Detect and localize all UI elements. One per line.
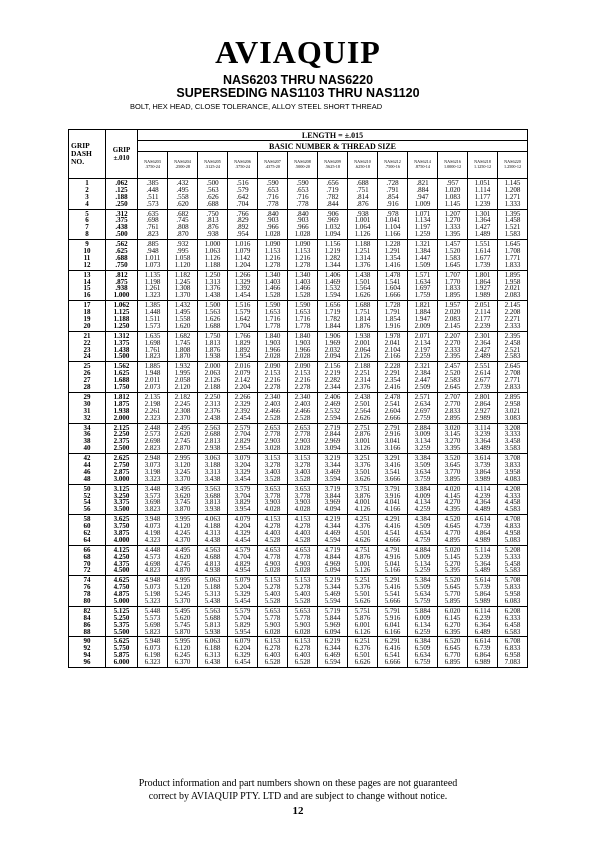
length-value-cell: 5.791 5.916 6.041 6.166 [378,606,408,637]
length-value-cell: 1.340 1.403 1.466 1.528 [258,270,288,301]
header-length: LENGTH = ±.015 [138,130,528,141]
length-value-cell: 4.614 4.739 4.864 4.989 [468,515,498,546]
length-value-cell: 5.495 5.620 5.745 5.870 [168,606,198,637]
length-value-cell: 1.645 1.708 1.771 1.833 [498,240,528,271]
length-value-cell: 1.457 1.520 1.583 1.645 [438,240,468,271]
length-value-cell: .656 .719 .782 .844 [318,179,348,210]
length-value-cell: 1.406 1.469 1.532 1.594 [318,270,348,301]
length-value-cell: 2.395 2.458 2.521 2.583 [498,331,528,362]
length-value-cell: 1.207 1.270 1.333 1.395 [438,209,468,240]
table-row [69,270,528,301]
length-value-cell: 3.153 3.278 3.403 3.528 [288,454,318,485]
length-value-cell: 2.406 2.469 2.532 2.594 [318,392,348,423]
length-value-cell: 2.645 2.708 2.771 2.833 [498,362,528,393]
length-value-cell: 1.016 1.079 1.142 1.204 [228,240,258,271]
header-nas-column: NAS6214 .8750-14 [408,152,438,179]
dash-number-cell: 74 76 78 80 [69,576,106,607]
length-value-cell: 3.495 3.620 3.745 3.870 [168,484,198,515]
length-value-cell: 4.219 4.344 4.469 4.594 [318,515,348,546]
length-value-cell: 2.156 2.219 2.282 2.344 [318,362,348,393]
length-value-cell: 2.563 2.688 2.813 2.938 [198,423,228,454]
length-value-cell: 5.563 5.688 5.813 5.938 [198,606,228,637]
length-value-cell: 6.063 6.188 6.313 6.438 [198,637,228,668]
brand-logo [0,34,596,71]
length-value-cell: 2.719 2.844 2.969 3.094 [318,423,348,454]
header-nas-column: NAS6207 .4375-20 [258,152,288,179]
grip-length-table [68,129,528,668]
dash-number-cell: 25 26 27 28 [69,362,106,393]
length-value-cell: 2.653 2.778 2.903 3.028 [288,423,318,454]
length-value-cell: 4.579 4.704 4.829 4.954 [228,545,258,576]
length-value-cell: 3.948 4.073 4.198 4.323 [138,515,168,546]
length-value-cell: 3.291 3.416 3.541 3.666 [378,454,408,485]
length-value-cell: 1.906 1.969 2.032 2.094 [318,331,348,362]
length-value-cell: .840 .903 .966 1.028 [288,209,318,240]
table-row [69,179,528,210]
length-value-cell: 3.251 3.376 3.501 3.626 [348,454,378,485]
footer-disclaimer-line-2: correct by AVIAQUIP PTY. LTD and are subject to change without notice. [148,791,448,802]
length-value-cell: 4.153 4.278 4.403 4.528 [258,515,288,546]
length-value-cell: 5.614 5.739 5.864 5.989 [468,576,498,607]
header-nas-column: NAS6210 .6250-18 [348,152,378,179]
length-value-cell: 2.207 2.270 2.333 2.395 [438,331,468,362]
dash-number-cell: 58 60 62 64 [69,515,106,546]
grip-value-cell: .562 .625 .688 .750 [106,240,138,271]
length-value-cell: 1.090 1.153 1.216 1.278 [258,240,288,271]
length-value-cell: 1.135 1.198 1.261 1.323 [138,270,168,301]
length-value-cell: .906 .969 1.032 1.094 [318,209,348,240]
table-row [69,392,528,423]
length-value-cell: 1.090 1.153 1.216 1.278 [288,240,318,271]
header-grip-dash: GRIP DASH NO. [69,130,106,179]
length-value-cell: 2.751 2.876 3.001 3.126 [348,423,378,454]
header-nas-column: NAS6208 .5000-20 [288,152,318,179]
length-value-cell: 1.321 1.384 1.447 1.509 [408,240,438,271]
length-value-cell: 2.188 2.251 2.314 2.376 [348,362,378,393]
length-value-cell: 6.020 6.145 6.270 6.395 [438,606,468,637]
length-value-cell: 3.079 3.204 3.329 3.454 [228,454,258,485]
length-value-cell: 1.051 1.114 1.177 1.239 [468,179,498,210]
length-value-cell: 4.291 4.416 4.541 4.666 [378,515,408,546]
dash-number-cell: 50 52 54 56 [69,484,106,515]
page-number: 12 [292,805,304,817]
logo-text: AVIAQUIP [215,34,381,70]
length-value-cell: 2.090 2.153 2.216 2.278 [258,362,288,393]
length-value-cell: 4.884 5.009 5.134 5.259 [408,545,438,576]
length-value-cell: 5.579 5.704 5.829 5.954 [228,606,258,637]
length-value-cell: 2.250 2.313 2.376 2.438 [198,392,228,423]
length-value-cell: 3.020 3.145 3.270 3.395 [438,423,468,454]
length-value-cell: 3.384 3.509 3.634 3.759 [408,454,438,485]
table-row [69,515,528,546]
grip-value-cell: .312 .375 .438 .500 [106,209,138,240]
length-value-cell: 5.653 5.778 5.903 6.028 [288,606,318,637]
table-row [69,423,528,454]
length-value-cell: 2.135 2.198 2.261 2.323 [138,392,168,423]
title-line-2: SUPERSEDING NAS1103 THRU NAS1120 [176,86,420,100]
length-value-cell: 2.228 2.291 2.354 2.416 [378,362,408,393]
length-value-cell: .932 .995 1.058 1.120 [168,240,198,271]
length-value-cell: 5.291 5.416 5.541 5.666 [378,576,408,607]
length-value-cell: .635 .698 .761 .823 [138,209,168,240]
length-value-cell: 3.719 3.844 3.969 4.094 [318,484,348,515]
length-value-cell: 1.801 1.864 1.927 1.989 [468,270,498,301]
length-value-cell: 3.114 3.239 3.364 3.489 [468,423,498,454]
length-value-cell: 5.020 5.145 5.270 5.395 [438,545,468,576]
length-value-cell: .821 .884 .947 1.009 [408,179,438,210]
length-value-cell: .432 .495 .558 .620 [168,179,198,210]
length-value-cell: .750 .813 .876 .938 [198,209,228,240]
length-value-cell: 1.395 1.458 1.521 1.583 [498,209,528,240]
length-value-cell: 5.520 5.645 5.770 5.895 [438,576,468,607]
length-value-cell: 1.188 1.251 1.314 1.376 [348,240,378,271]
dash-number-cell: 5 6 7 8 [69,209,106,240]
length-value-cell: 1.766 1.829 1.892 1.954 [228,331,258,362]
subtitle: BOLT, HEX HEAD, CLOSE TOLERANCE, ALLOY STEEL SHORT THREAD [130,102,383,111]
length-value-cell: .938 1.001 1.064 1.126 [348,209,378,240]
length-value-cell: 4.063 4.188 4.313 4.438 [198,515,228,546]
length-value-cell: 6.614 6.739 6.864 6.989 [468,637,498,668]
header-nas-column: NAS6216 1.0000-12 [438,152,468,179]
length-value-cell: 2.182 2.245 2.308 2.370 [168,392,198,423]
length-value-cell: .682 .745 .808 .870 [168,209,198,240]
grip-value-cell: 3.125 3.250 3.375 3.500 [106,484,138,515]
length-value-cell: 6.153 6.278 6.403 6.528 [258,637,288,668]
length-value-cell: 3.708 3.833 3.958 4.083 [498,454,528,485]
grip-value-cell: 4.125 4.250 4.375 4.500 [106,545,138,576]
dash-number-cell: 17 18 19 20 [69,301,106,332]
grip-value-cell: 4.625 4.750 4.875 5.000 [106,576,138,607]
length-value-cell: 1.728 1.791 1.854 1.916 [378,301,408,332]
header-nas-column: NAS6220 1.2500-12 [498,152,528,179]
length-value-cell: 5.708 5.833 5.958 6.083 [498,576,528,607]
dash-number-cell: 90 92 94 96 [69,637,106,668]
length-value-cell: 1.250 1.313 1.376 1.438 [198,270,228,301]
length-value-cell: 2.801 2.864 2.927 2.989 [468,392,498,423]
length-value-cell: 1.840 1.903 1.966 2.028 [288,331,318,362]
length-value-cell: 6.384 6.509 6.634 6.759 [408,637,438,668]
grip-value-cell: 1.562 1.625 1.688 1.750 [106,362,138,393]
length-value-cell: 1.707 1.770 1.833 1.895 [438,270,468,301]
length-value-cell: 2.051 2.114 2.177 2.239 [468,301,498,332]
length-value-cell: 2.707 2.770 2.833 2.895 [438,392,468,423]
length-value-cell: 2.791 2.916 3.041 3.166 [378,423,408,454]
table-row [69,209,528,240]
table-row [69,362,528,393]
length-value-cell: .978 1.041 1.104 1.166 [378,209,408,240]
length-value-cell: 4.653 4.778 4.903 5.028 [258,545,288,576]
header-nas-column: NAS6206 .3750-24 [228,152,258,179]
table-row [69,301,528,332]
length-value-cell: 1.340 1.403 1.466 1.528 [288,270,318,301]
header-nas-column: NAS6203 .3750-24 [138,152,168,179]
length-value-cell: 2.145 2.208 2.271 2.333 [498,301,528,332]
length-value-cell: .500 .563 .626 .688 [198,179,228,210]
length-value-cell: 1.478 1.541 1.604 1.666 [378,270,408,301]
length-value-cell: 1.885 1.948 2.011 2.073 [138,362,168,393]
length-value-cell: 2.340 2.403 2.466 2.528 [288,392,318,423]
length-value-cell: 2.495 2.620 2.745 2.870 [168,423,198,454]
length-value-cell: .885 .948 1.011 1.073 [138,240,168,271]
length-value-cell: 1.688 1.751 1.814 1.876 [348,301,378,332]
length-value-cell: 5.063 5.188 5.313 5.438 [198,576,228,607]
length-value-cell: 4.563 4.688 4.813 4.938 [198,545,228,576]
length-value-cell: 2.016 2.079 2.142 2.204 [228,362,258,393]
length-value-cell: 1.938 2.001 2.064 2.126 [348,331,378,362]
length-value-cell: 1.000 1.063 1.126 1.188 [198,240,228,271]
grip-value-cell: 3.625 3.750 3.875 4.000 [106,515,138,546]
length-value-cell: .590 .653 .716 .778 [258,179,288,210]
length-value-cell: 3.884 4.009 4.134 4.259 [408,484,438,515]
dash-number-cell: 29 30 31 32 [69,392,106,423]
grip-value-cell: 5.125 5.250 5.375 5.500 [106,606,138,637]
length-value-cell: 1.635 1.698 1.761 1.823 [138,331,168,362]
table-row [69,545,528,576]
length-value-cell: 3.448 3.573 3.698 3.823 [138,484,168,515]
length-value-cell: 2.579 2.704 2.829 2.954 [228,423,258,454]
header-nas-column: NAS6218 1.1250-12 [468,152,498,179]
length-value-cell: 2.438 2.501 2.564 2.626 [348,392,378,423]
length-value-cell: 6.114 6.239 6.364 6.489 [468,606,498,637]
length-value-cell: 5.153 5.278 5.403 5.528 [288,576,318,607]
header-nas-column: NAS6209 .5625-18 [318,152,348,179]
length-value-cell: 2.457 2.520 2.583 2.645 [438,362,468,393]
length-value-cell: 2.090 2.153 2.216 2.278 [288,362,318,393]
dash-number-cell: 34 36 38 40 [69,423,106,454]
length-value-cell: 4.948 5.073 5.198 5.323 [138,576,168,607]
length-value-cell: 6.708 6.833 6.958 7.083 [498,637,528,668]
header-basic-number: BASIC NUMBER & THREAD SIZE [138,141,528,152]
length-value-cell: 3.995 4.120 4.245 4.370 [168,515,198,546]
header-nas-column: NAS6204 .2500-28 [168,152,198,179]
length-value-cell: 4.653 4.778 4.903 5.028 [288,545,318,576]
length-value-cell: 1.182 1.245 1.308 1.370 [168,270,198,301]
length-value-cell: 1.432 1.495 1.558 1.620 [168,301,198,332]
length-value-cell: 1.516 1.579 1.642 1.704 [228,301,258,332]
length-value-cell: 5.251 5.376 5.501 5.626 [348,576,378,607]
length-value-cell: 4.020 4.145 4.270 4.395 [438,484,468,515]
length-value-cell: 2.478 2.541 2.604 2.666 [378,392,408,423]
length-value-cell: .728 .791 .854 .916 [378,179,408,210]
length-value-cell: 1.978 2.041 2.104 2.166 [378,331,408,362]
header-nas-column: NAS6205 .3125-24 [198,152,228,179]
length-value-cell: 4.520 4.645 4.770 4.895 [438,515,468,546]
length-value-cell: 1.145 1.208 1.271 1.333 [498,179,528,210]
grip-value-cell: 2.625 2.750 2.875 3.000 [106,454,138,485]
length-value-cell: 4.153 4.278 4.403 4.528 [288,515,318,546]
length-value-cell: 1.551 1.614 1.677 1.739 [468,240,498,271]
dash-number-cell: 9 10 11 12 [69,240,106,271]
table-row [69,576,528,607]
title-line-1: NAS6203 THRU NAS6220 [222,73,374,87]
length-value-cell: 5.719 5.844 5.969 6.094 [318,606,348,637]
length-value-cell: .840 .903 .966 1.028 [258,209,288,240]
length-value-cell: 5.114 5.239 5.364 5.489 [468,545,498,576]
header-nas-column: NAS6212 .7500-16 [378,152,408,179]
table-row [69,606,528,637]
grip-value-cell: 1.062 1.125 1.188 1.250 [106,301,138,332]
table-row [69,331,528,362]
length-value-cell: 4.448 4.573 4.698 4.823 [138,545,168,576]
length-value-cell: 2.571 2.634 2.697 2.759 [408,392,438,423]
length-value-cell: 2.301 2.364 2.427 2.489 [468,331,498,362]
table-row [69,637,528,668]
grip-value-cell: .812 .875 .938 1.000 [106,270,138,301]
length-value-cell: 6.079 6.204 6.329 6.454 [228,637,258,668]
length-value-cell: 4.708 4.833 4.958 5.083 [498,515,528,546]
length-value-cell: 5.884 6.009 6.134 6.259 [408,606,438,637]
length-value-cell: 6.219 6.344 6.469 6.594 [318,637,348,668]
length-value-cell: .688 .751 .814 .876 [348,179,378,210]
grip-value-cell: 5.625 5.750 5.875 6.000 [106,637,138,668]
length-value-cell: 3.063 3.188 3.313 3.438 [198,454,228,485]
dash-number-cell: 1 2 3 4 [69,179,106,210]
length-value-cell: 6.153 6.278 6.403 6.528 [288,637,318,668]
length-value-cell: .385 .448 .511 .573 [138,179,168,210]
length-value-cell: 4.995 5.120 5.245 5.370 [168,576,198,607]
length-value-cell: 2.000 2.063 2.126 2.188 [198,362,228,393]
length-value-cell: 3.563 3.688 3.813 3.938 [198,484,228,515]
length-value-cell: 2.448 2.573 2.698 2.823 [138,423,168,454]
length-value-cell: 1.438 1.501 1.564 1.626 [348,270,378,301]
length-value-cell: 4.384 4.509 4.634 4.759 [408,515,438,546]
table-row [69,454,528,485]
length-value-cell: 5.208 5.333 5.458 5.583 [498,545,528,576]
length-value-cell: 2.895 2.958 3.021 3.083 [498,392,528,423]
length-value-cell: .957 1.020 1.083 1.145 [438,179,468,210]
length-value-cell: 2.266 2.329 2.392 2.454 [228,392,258,423]
length-value-cell: 2.321 2.384 2.447 2.509 [408,362,438,393]
length-value-cell: .590 .653 .716 .778 [288,179,318,210]
length-value-cell: 6.251 6.376 6.501 6.626 [348,637,378,668]
length-value-cell: 1.071 1.134 1.197 1.259 [408,209,438,240]
dash-number-cell: 21 22 23 24 [69,331,106,362]
length-value-cell: 1.895 1.958 2.021 2.083 [498,270,528,301]
length-value-cell: 5.448 5.573 5.698 5.823 [138,606,168,637]
length-value-cell: 3.219 3.344 3.469 3.594 [318,454,348,485]
length-value-cell: 3.791 3.916 4.041 4.166 [378,484,408,515]
length-value-cell: 1.957 2.020 2.083 2.145 [438,301,468,332]
length-value-cell: 3.579 3.704 3.829 3.954 [228,484,258,515]
length-value-cell: 2.653 2.778 2.903 3.028 [258,423,288,454]
length-value-cell: 1.750 1.813 1.876 1.938 [198,331,228,362]
length-value-cell: 1.385 1.448 1.511 1.573 [138,301,168,332]
length-value-cell: 3.653 3.778 3.903 4.028 [258,484,288,515]
length-value-cell: 1.301 1.364 1.427 1.489 [468,209,498,240]
length-value-cell: 5.153 5.278 5.403 5.528 [258,576,288,607]
grip-value-cell: 1.812 1.875 1.938 2.000 [106,392,138,423]
length-value-cell: 4.251 4.376 4.501 4.626 [348,515,378,546]
grip-value-cell: 2.125 2.250 2.375 2.500 [106,423,138,454]
length-value-cell: 6.291 6.416 6.541 6.666 [378,637,408,668]
length-value-cell: 2.551 2.614 2.677 2.739 [468,362,498,393]
length-value-cell: 2.071 2.134 2.197 2.259 [408,331,438,362]
length-value-cell: 3.520 3.645 3.770 3.895 [438,454,468,485]
length-value-cell: 1.932 1.995 2.058 2.120 [168,362,198,393]
length-value-cell: .766 .829 .892 .954 [228,209,258,240]
length-value-cell: 1.656 1.719 1.782 1.844 [318,301,348,332]
length-value-cell: 5.653 5.778 5.903 6.028 [258,606,288,637]
length-value-cell: 4.079 4.204 4.329 4.454 [228,515,258,546]
table-row [69,484,528,515]
grip-value-cell: 1.312 1.375 1.438 1.500 [106,331,138,362]
length-value-cell: 6.208 6.333 6.458 6.583 [498,606,528,637]
length-value-cell: .516 .579 .642 .704 [228,179,258,210]
length-value-cell: 3.751 3.876 4.001 4.126 [348,484,378,515]
length-value-cell: 5.995 6.120 6.245 6.370 [168,637,198,668]
length-value-cell: 1.682 1.745 1.808 1.870 [168,331,198,362]
dash-number-cell: 82 84 86 88 [69,606,106,637]
length-value-cell: 2.995 3.120 3.245 3.370 [168,454,198,485]
length-value-cell: 1.571 1.634 1.697 1.759 [408,270,438,301]
length-value-cell: 4.495 4.620 4.745 4.870 [168,545,198,576]
grip-value-cell: .062 .125 .188 .250 [106,179,138,210]
length-value-cell: 1.840 1.903 1.966 2.028 [258,331,288,362]
length-value-cell: 1.228 1.291 1.354 1.416 [378,240,408,271]
dash-number-cell: 13 14 15 16 [69,270,106,301]
length-value-cell: 1.266 1.329 1.392 1.454 [228,270,258,301]
length-value-cell: 5.948 6.073 6.198 6.323 [138,637,168,668]
length-value-cell: 1.590 1.653 1.716 1.778 [288,301,318,332]
length-value-cell: 2.340 2.403 2.466 2.528 [258,392,288,423]
length-value-cell: 4.208 4.333 4.458 4.583 [498,484,528,515]
length-value-cell: 5.079 5.204 5.329 5.454 [228,576,258,607]
length-value-cell: 6.520 6.645 6.770 6.895 [438,637,468,668]
length-value-cell: 3.208 3.333 3.458 3.583 [498,423,528,454]
length-value-cell: 3.153 3.278 3.403 3.528 [258,454,288,485]
length-value-cell: 1.156 1.219 1.282 1.344 [318,240,348,271]
length-value-cell: 2.884 3.009 3.134 3.259 [408,423,438,454]
length-value-cell: 5.751 5.876 6.001 6.126 [348,606,378,637]
length-value-cell: 1.500 1.563 1.626 1.688 [198,301,228,332]
length-value-cell: 3.614 3.739 3.864 3.989 [468,454,498,485]
dash-number-cell: 42 44 46 48 [69,454,106,485]
length-value-cell: 1.590 1.653 1.716 1.778 [258,301,288,332]
length-value-cell: 5.219 5.344 5.469 5.594 [318,576,348,607]
dash-number-cell: 66 68 70 72 [69,545,106,576]
length-value-cell: 5.384 5.509 5.634 5.759 [408,576,438,607]
length-value-cell: 4.719 4.844 4.969 5.094 [318,545,348,576]
length-value-cell: 4.751 4.876 5.001 5.126 [348,545,378,576]
footer-disclaimer-line-1: Product information and part numbers shown on these pages are not guaranteed [138,778,458,789]
length-value-cell: 4.791 4.916 5.041 5.166 [378,545,408,576]
length-value-cell: 4.114 4.239 4.364 4.489 [468,484,498,515]
header-grip: GRIP ±.010 [106,130,138,179]
length-value-cell: 1.821 1.884 1.947 2.009 [408,301,438,332]
table-row [69,240,528,271]
length-value-cell: 2.948 3.073 3.198 3.323 [138,454,168,485]
length-value-cell: 3.653 3.778 3.903 4.028 [288,484,318,515]
